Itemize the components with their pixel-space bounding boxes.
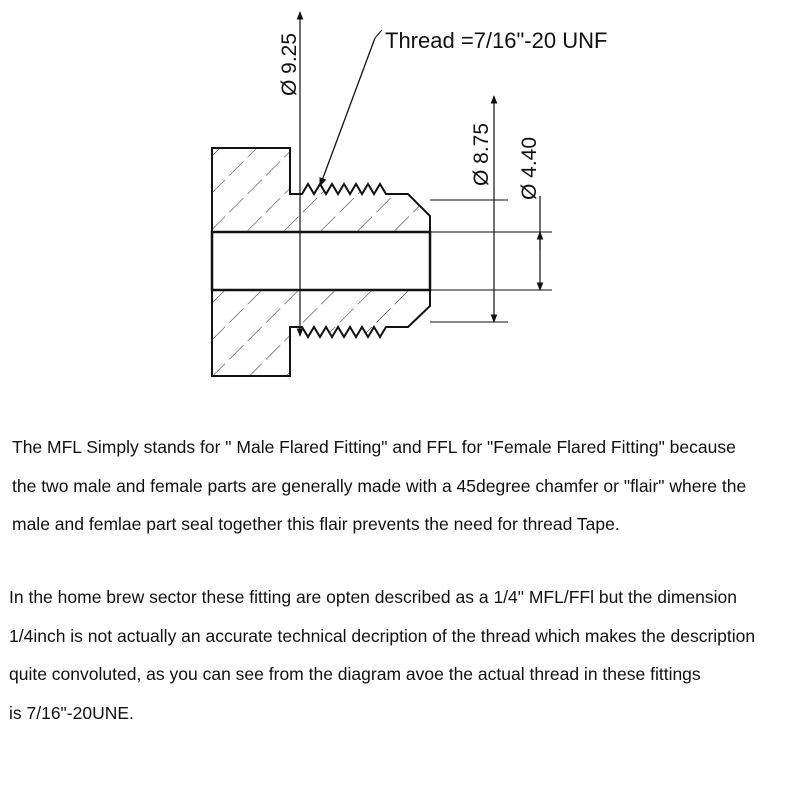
- dim-4-40-label: Ø 4.40: [518, 136, 541, 200]
- paragraph-line: is 7/16"-20UNE.: [9, 702, 134, 723]
- thread-label: Thread =7/16"-20 UNF: [385, 28, 608, 53]
- bore: [212, 232, 430, 290]
- paragraph-line: 1/4inch is not actually an accurate technical decription of the thread which makes the description: [9, 625, 756, 646]
- upper-section: [212, 148, 430, 232]
- dim-9-25-label: Ø 9.25: [278, 32, 301, 96]
- dim-8-75-label: Ø 8.75: [470, 122, 493, 186]
- thread-leader: [320, 38, 375, 186]
- paragraph-line: In the home brew sector these fitting are opten described as a 1/4" MFL/FFl but the dimension: [9, 587, 737, 607]
- paragraph-line: quite convoluted, as you can see from the diagram avoe the actual thread in these fittings: [9, 664, 701, 684]
- paragraph-home-brew: [9, 578, 755, 732]
- lower-section: [212, 290, 430, 376]
- paragraph-line: the two male and female parts are generally made with a 45degree chamfer or "flair" where the: [12, 475, 747, 496]
- paragraph-mfl-ffl: [12, 428, 746, 544]
- paragraph-line: male and femlae part seal together this flair prevents the need for thread Tape.: [12, 514, 620, 534]
- paragraph-line: The MFL Simply stands for " Male Flared Fitting" and FFL for "Female Flared Fitting" because: [12, 437, 736, 457]
